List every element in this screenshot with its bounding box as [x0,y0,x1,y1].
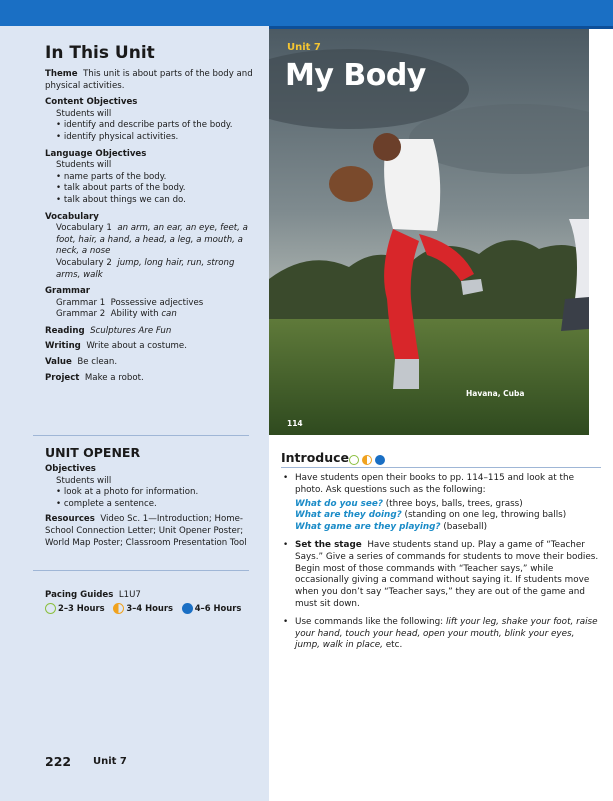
reading-row [45,326,260,338]
vocabulary-2-label: Vocabulary 2 [56,257,112,268]
objective-item-text: complete a sentence. [63,498,157,509]
full-circle-icon [375,455,385,465]
vocabulary-label: Vocabulary [45,211,99,222]
photo-unit-title: My Body [285,58,426,93]
grammar-label: Grammar [45,286,91,297]
content-item-text: identify physical activities. [63,131,179,142]
photo-unit-label: Unit 7 [287,42,321,53]
objective-item: • look at a photo for information. [56,487,199,498]
bullet-open-books: • Have students open their books to pp. 114–115 and look at the photo. Ask questions such as the following: [283,473,601,497]
footer-unit: Unit 7 [93,756,127,767]
pacing-guides [45,590,141,600]
stage-label: Set the stage [295,539,362,550]
grammar-1-label: Grammar 1 [56,297,106,308]
sidebar-divider [33,435,249,436]
question-list [283,499,601,534]
project-text: Make a robot. [84,372,144,383]
pacing-code: L1U7 [118,590,141,600]
reading-text: Sculptures Are Fun [90,325,172,336]
language-objectives-label: Language Objectives [45,148,147,159]
pacing-label: Pacing Guides [45,590,114,600]
theme-row [45,69,260,92]
language-item: • talk about parts of the body. [56,183,186,194]
grammar-2-label: Grammar 2 [56,309,106,320]
photo-caption: Havana, Cuba [466,389,525,398]
language-item-text: talk about parts of the body. [63,183,186,194]
theme-text: This unit is about parts of the body and physical activities. [45,69,253,91]
writing-text: Write about a costume. [86,341,187,352]
answer-text: (three boys, balls, trees, grass) [385,498,523,509]
sidebar-title: In This Unit [45,43,155,63]
answer-text: (baseball) [443,522,488,533]
pacing-option-label: 4–6 Hours [194,603,242,613]
language-item: • talk about things we can do. [56,194,186,205]
value-row [45,357,260,369]
full-circle-icon [182,603,193,614]
project-row [45,373,260,385]
grammar-1-row [45,298,260,310]
photo-page-number: 114 [287,419,303,428]
bullet-set-the-stage [283,540,601,611]
pacing-option-label: 2–3 Hours [58,603,105,613]
vocabulary-1-text: an arm, an ear, an eye, feet, a foot, hair, a hand, a head, a leg, a mouth, a neck, a nose [56,223,248,257]
commands-intro: Use commands like the following: [295,616,444,627]
theme-label: Theme [45,69,78,79]
objectives-intro: Students will [56,475,112,486]
language-item-text: name parts of the body. [63,171,167,182]
content-intro: Students will [56,108,112,119]
circle-outline-icon [349,455,359,465]
content-objectives-label: Content Objectives [45,97,138,108]
value-label: Value [45,357,72,368]
introduce-content [283,473,601,652]
pacing-option-label: 3–4 Hours [126,603,173,613]
vocabulary-1-row [45,223,260,258]
objectives-label: Objectives [45,464,96,474]
pacing-dots [349,449,388,463]
unit-overview [45,69,260,384]
question-text: What do you see? [295,498,383,509]
introduce-divider [281,467,601,468]
question-text: What are they doing? [295,510,402,521]
circle-outline-icon [45,603,56,614]
half-circle-icon [362,455,372,465]
top-color-bar [0,0,613,26]
sidebar-divider-2 [33,570,249,571]
objective-item-text: look at a photo for information. [63,487,199,498]
grammar-2-word: can [161,309,177,320]
question-text: What game are they playing? [295,522,441,533]
writing-label: Writing [45,341,81,352]
question-item [295,499,601,511]
commands-list: lift your leg, shake your foot, raise your hand, touch your head, open your mouth, blink your eyes, jump, walk in place, [295,616,598,651]
answer-text: (standing on one leg, throwing balls) [404,510,567,521]
pacing-options [45,603,241,614]
reading-label: Reading [45,325,85,336]
vocabulary-1-label: Vocabulary 1 [56,223,112,234]
content-item: • identify physical activities. [56,131,179,142]
value-text: Be clean. [77,357,118,368]
half-circle-icon [113,603,124,614]
content-item: • identify and describe parts of the body. [56,120,233,131]
project-label: Project [45,372,80,383]
language-item-text: talk about things we can do. [63,194,186,205]
unit-opener-title: UNIT OPENER [45,445,141,460]
grammar-1-text: Possessive adjectives [110,297,204,308]
resources-label: Resources [45,514,95,525]
vocabulary-2-text: jump, long hair, run, strong arms, walk [56,257,235,280]
unit-opener-section [45,464,260,549]
bullet-commands [283,617,601,652]
objective-item: • complete a sentence. [56,498,157,509]
grammar-2-row [45,309,260,321]
resources-text: Video Sc. 1—Introduction; Home-School Connection Letter; Unit Opener Poster; World Map Poster; Classroom Presentation Tool [45,514,247,548]
language-item: • name parts of the body. [56,171,167,182]
grammar-2-text: Ability with [110,309,159,320]
page-number: 222 [45,754,72,769]
language-intro: Students will [56,160,112,171]
commands-end: etc. [385,640,403,651]
introduce-heading: Introduce [281,450,350,465]
writing-row [45,341,260,353]
resources-row [45,514,260,549]
content-item-text: identify and describe parts of the body. [63,120,233,131]
question-item [295,510,601,522]
question-item [295,522,601,534]
stage-text: Have students stand up. Play a game of “Teacher Says.” Give a series of commands for students to move their bodies. Begin most of those commands with “Teacher says,” while occasionally giving a command without saying it. If students move when you don’t say “Teacher says,” they are out of the game and must sit down. [295,539,599,609]
vocabulary-2-row [45,258,260,281]
